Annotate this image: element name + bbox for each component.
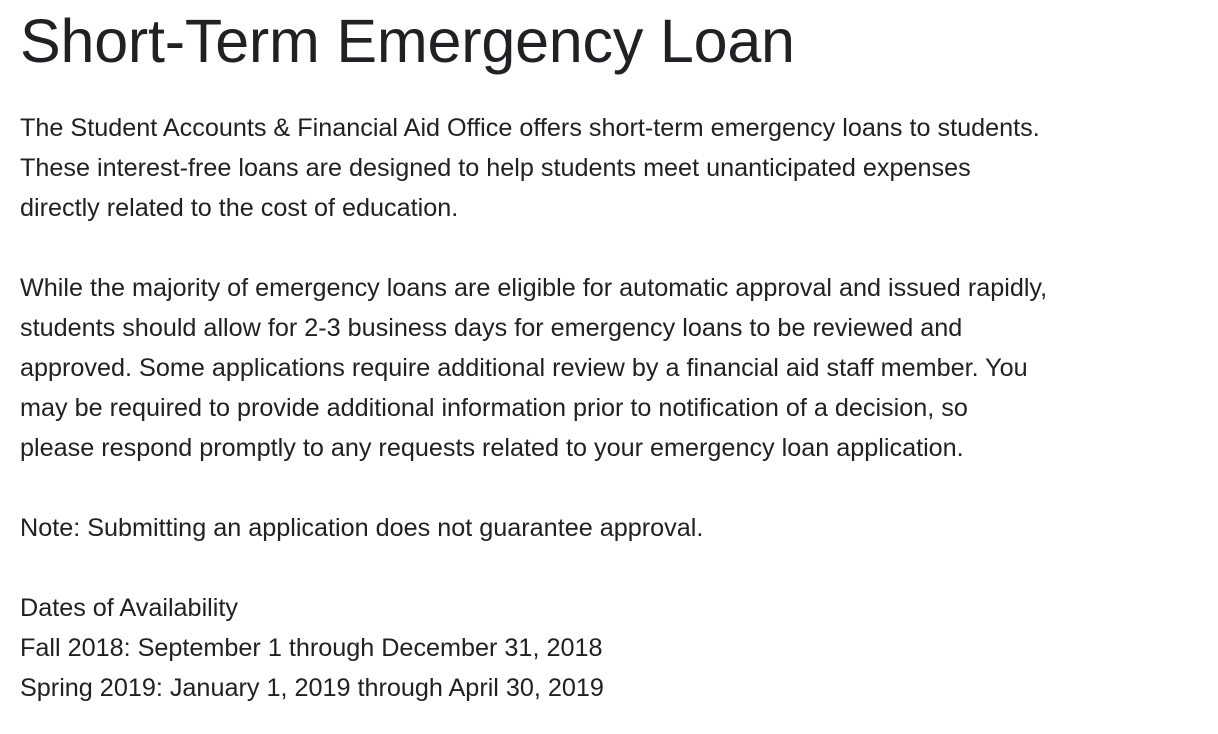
review-line: While the majority of emergency loans are eligible for automatic approval and issued rapidly, — [20, 274, 1048, 302]
approval-note — [20, 508, 1208, 548]
intro-line: The Student Accounts & Financial Aid Office offers short-term emergency loans to students. — [20, 114, 1040, 142]
page-title: Short-Term Emergency Loan — [20, 7, 795, 75]
review-paragraph — [20, 268, 1208, 468]
intro-paragraph — [20, 108, 1208, 228]
note-text: Note: Submitting an application does not guarantee approval. — [20, 514, 704, 542]
intro-line: These interest-free loans are designed to help students meet unanticipated expenses — [20, 154, 971, 182]
intro-line: directly related to the cost of education. — [20, 194, 459, 222]
availability-fall: Fall 2018: September 1 through December 31, 2018 — [20, 634, 603, 662]
availability-spring: Spring 2019: January 1, 2019 through April 30, 2019 — [20, 674, 604, 702]
review-line: approved. Some applications require additional review by a financial aid staff member. You — [20, 354, 1028, 382]
review-line: students should allow for 2-3 business days for emergency loans to be reviewed and — [20, 314, 963, 342]
availability-section — [20, 588, 1208, 708]
availability-heading: Dates of Availability — [20, 594, 238, 622]
review-line: please respond promptly to any requests related to your emergency loan application. — [20, 434, 964, 462]
review-line: may be required to provide additional information prior to notification of a decision, so — [20, 394, 968, 422]
